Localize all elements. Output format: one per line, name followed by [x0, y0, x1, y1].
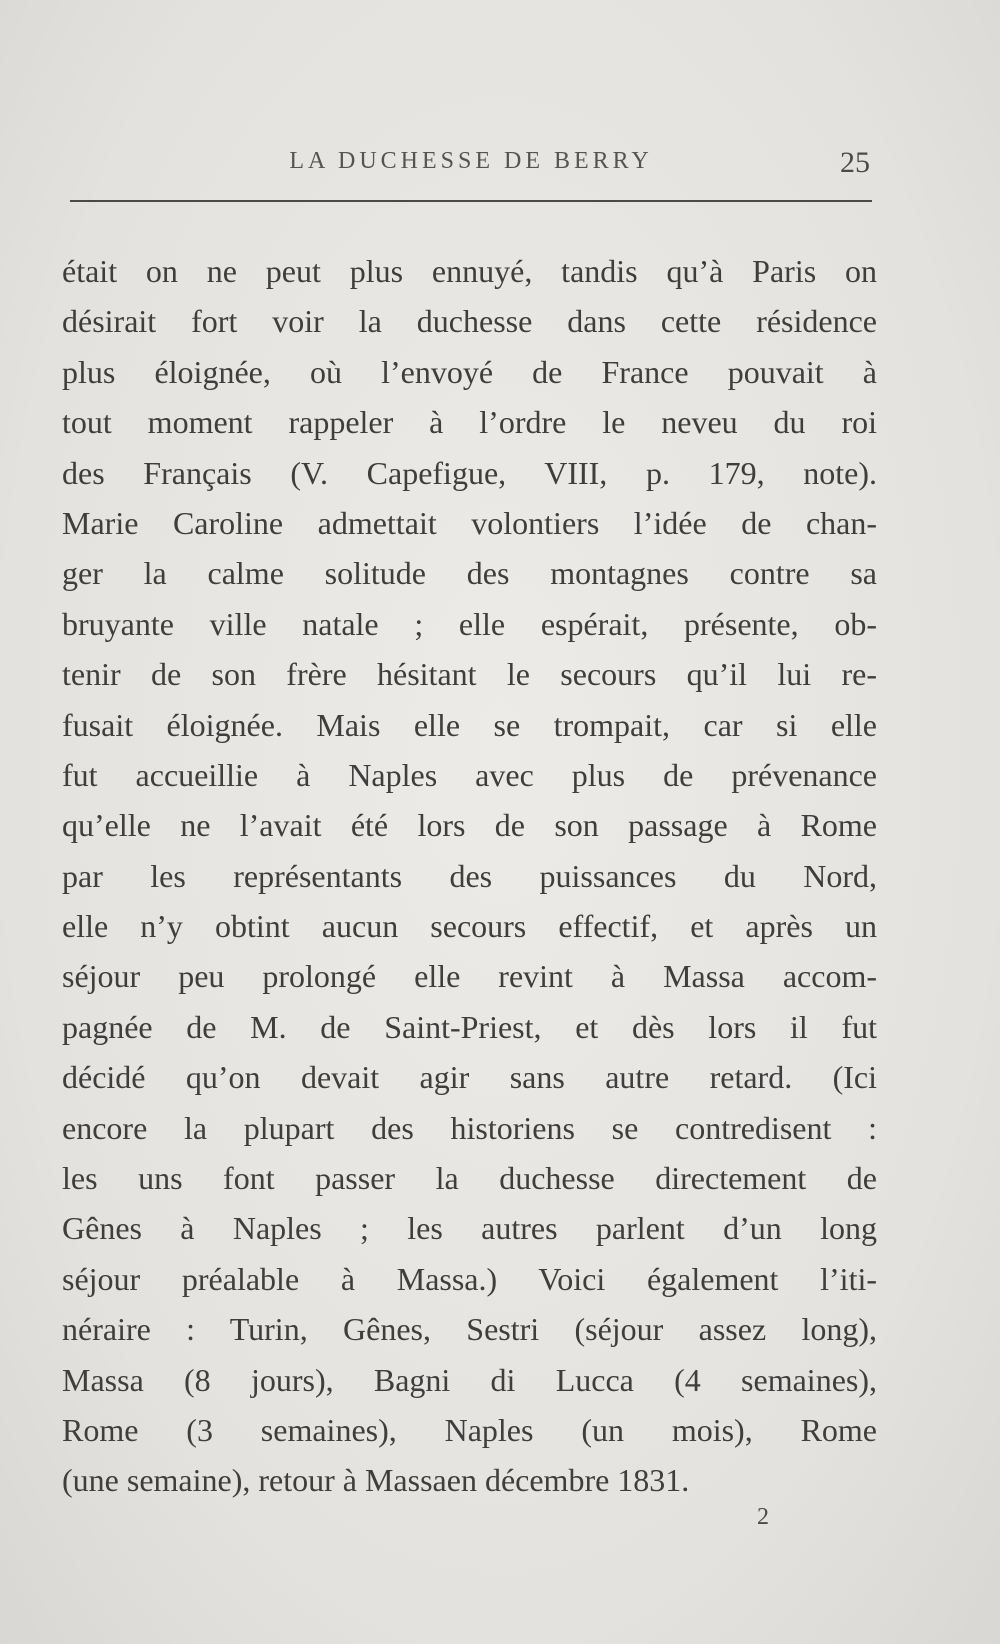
text-line: plus éloignée, où l’envoyé de France pouvait à: [62, 353, 877, 390]
text-line: décidé qu’on devait agir sans autre retard. (Ici: [62, 1059, 877, 1096]
header-rule: [70, 200, 872, 202]
text-line: qu’elle ne l’avait été lors de son passage à Rome: [62, 807, 877, 844]
running-title: LA DUCHESSE DE BERRY: [289, 148, 653, 174]
text-line-last: (une semaine), retour à Massaen décembre 1831.: [62, 1462, 690, 1499]
text-line: tenir de son frère hésitant le secours qu’il lui re-: [62, 656, 877, 693]
text-line: des Français (V. Capefigue, VIII, p. 179, note).: [62, 454, 877, 491]
text-line: fut accueillie à Naples avec plus de prévenance: [62, 756, 877, 793]
text-line: les uns font passer la duchesse directement de: [62, 1160, 877, 1197]
text-line: fusait éloignée. Mais elle se trompait, car si elle: [62, 706, 877, 743]
text-line: Rome (3 semaines), Naples (un mois), Rome: [62, 1411, 877, 1448]
signature-mark: 2: [757, 1504, 769, 1530]
text-line: désirait fort voir la duchesse dans cette résidence: [62, 303, 877, 340]
page-number: 25: [840, 146, 870, 179]
text-line: néraire : Turin, Gênes, Sestri (séjour assez long),: [62, 1311, 877, 1348]
text-line: Marie Caroline admettait volontiers l’idée de chan-: [62, 504, 877, 541]
body-text: [62, 246, 877, 1506]
text-line: ger la calme solitude des montagnes contre sa: [62, 555, 877, 592]
text-line: Massa (8 jours), Bagni di Lucca (4 semaines),: [62, 1361, 877, 1398]
text-line: Gênes à Naples ; les autres parlent d’un long: [62, 1210, 877, 1247]
text-line: pagnée de M. de Saint-Priest, et dès lors il fut: [62, 1008, 877, 1045]
text-line: par les représentants des puissances du Nord,: [62, 857, 877, 894]
text-line: était on ne peut plus ennuyé, tandis qu’à Paris on: [62, 253, 877, 289]
text-line: encore la plupart des historiens se contredisent :: [62, 1109, 877, 1146]
text-line: tout moment rappeler à l’ordre le neveu du roi: [62, 404, 877, 441]
text-line: bruyante ville natale ; elle espérait, présente, ob-: [62, 605, 877, 642]
text-line: séjour peu prolongé elle revint à Massa accom-: [62, 958, 877, 995]
text-line: elle n’y obtint aucun secours effectif, et après un: [62, 908, 877, 945]
running-head: [70, 146, 872, 186]
text-line: séjour préalable à Massa.) Voici également l’iti-: [62, 1260, 877, 1297]
